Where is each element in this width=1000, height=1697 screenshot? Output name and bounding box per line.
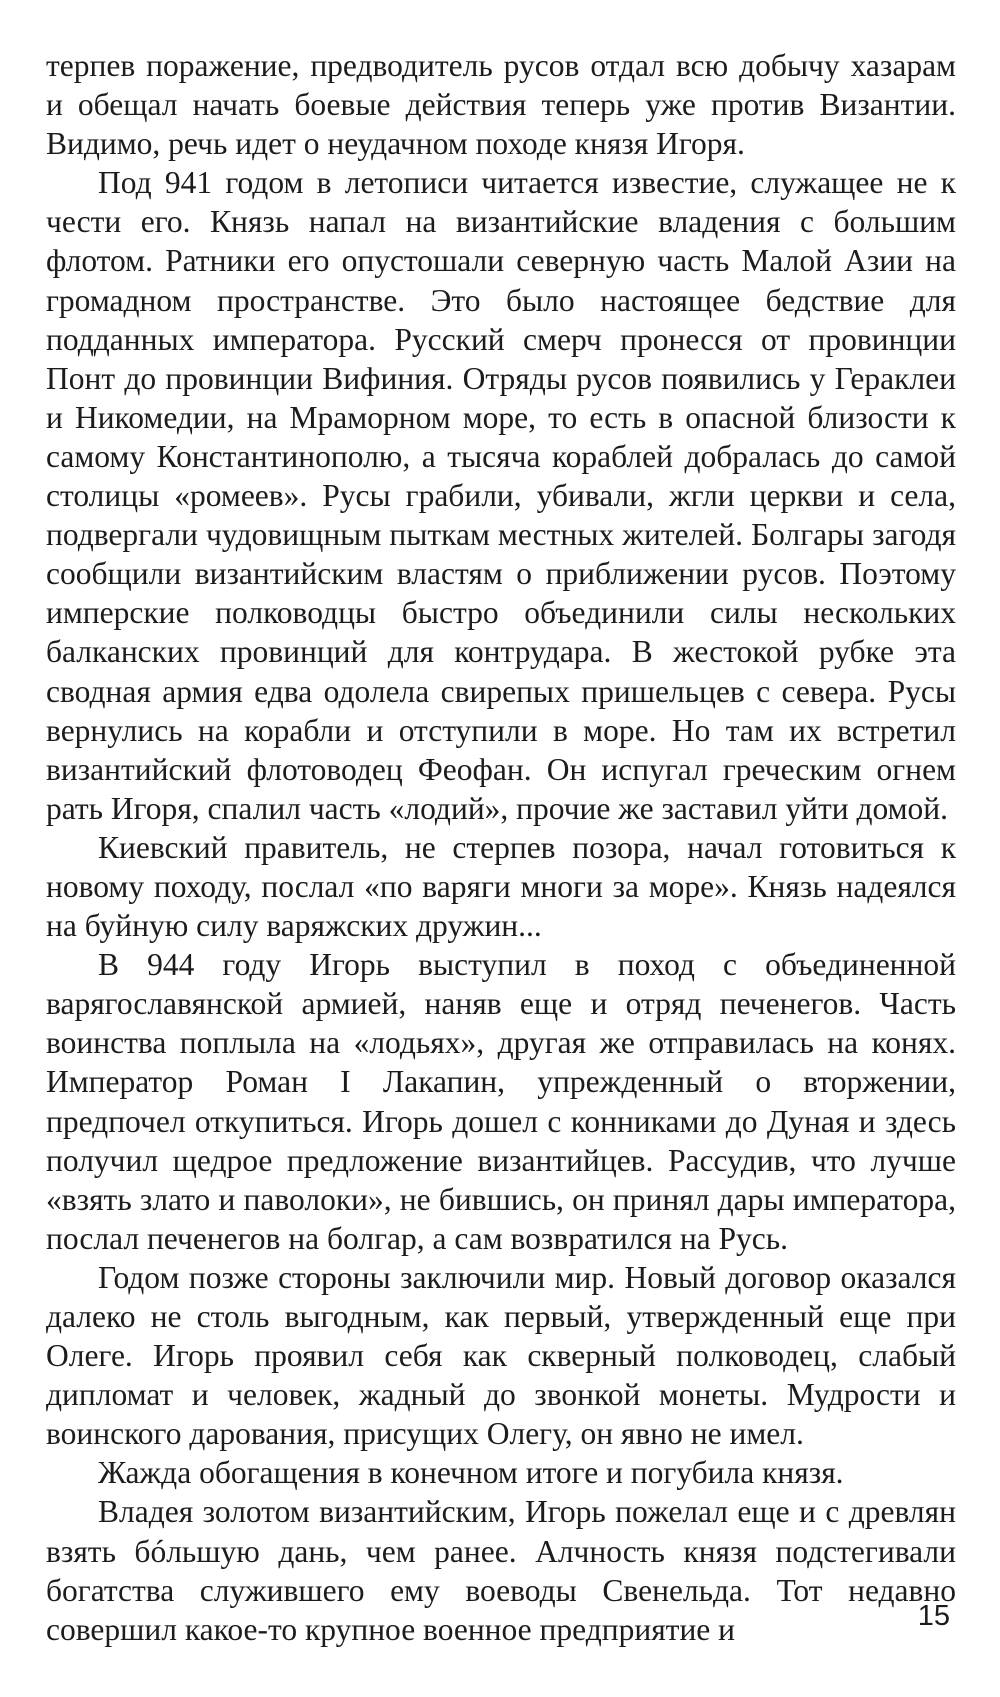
paragraph: Киевский правитель, не стерпев позора, начал готовиться к новому походу, послал «по варяги многи за море». Князь надеялся на буйную силу варяжских дружин...: [46, 829, 956, 944]
paragraph: Под 941 годом в летописи читается известие, служащее не к чести его. Князь напал на византийские владения с большим флотом. Ратники его опустошали северную часть Малой Азии на громадном пространстве. Это было настоящее бедствие для подданных императора. Русский смерч пронесся от провинции Понт до провинции Вифиния. Отряды русов появились у Гераклеи и Никомедии, на Мраморном море, то есть в опасной близости к самому Константинополю, а тысяча кораблей добралась до самой столицы «ромеев». Русы грабили, убивали, жгли церкви и села, подвергали чудовищным пыткам местных жителей. Болгары загодя сообщили византийским властям о приближении русов. Поэтому имперские полководцы быстро объединили силы нескольких балканских провинций для контрудара. В жестокой рубке эта сводная армия едва одолела свирепых пришельцев с севера. Русы вернулись на корабли и отступили в море. Но там их встретил византийский флотоводец Феофан. Он испугал греческим огнем рать Игоря, спалил часть «лодий», прочие же заставил уйти домой.: [46, 165, 956, 826]
paragraph: Годом позже стороны заключили мир. Новый договор оказался далеко не столь выгодным, как первый, утвержденный еще при Олеге. Игорь проявил себя как скверный полководец, слабый дипломат и человек, жадный до звонкой монеты. Мудрости и воинского дарования, присущих Олегу, он явно не имел.: [46, 1259, 956, 1452]
page-number: 15: [917, 1600, 950, 1632]
paragraph-continuation: терпев поражение, предводитель русов отдал всю добычу хазарам и обещал начать боевые действия теперь уже против Византии. Видимо, речь идет о неудачном походе князя Игоря.: [46, 48, 956, 162]
paragraph: В 944 году Игорь выступил в поход с объединенной варягославянской армией, наняв еще и отряд печенегов. Часть воинства поплыла на «лодьях», другая же отправилась на конях. Император Роман I Лакапин, упрежденный о вторжении, предпочел откупиться. Игорь дошел с конниками до Дуная и здесь получил щедрое предложение византийцев. Рассудив, что лучше «взять злато и паволоки», не бившись, он принял дары императора, послал печенегов на болгар, а сам возвратился на Русь.: [46, 947, 956, 1256]
paragraph: Владея золотом византийским, Игорь пожелал еще и с древлян взять бóльшую дань, чем ранее. Алчность князя подстегивали богатства служившего ему воеводы Свенельда. Тот недавно совершил какое-то крупное военное предприятие и: [46, 1494, 956, 1647]
paragraph: Жажда обогащения в конечном итоге и погубила князя.: [98, 1455, 844, 1491]
body-text: [46, 46, 956, 1649]
